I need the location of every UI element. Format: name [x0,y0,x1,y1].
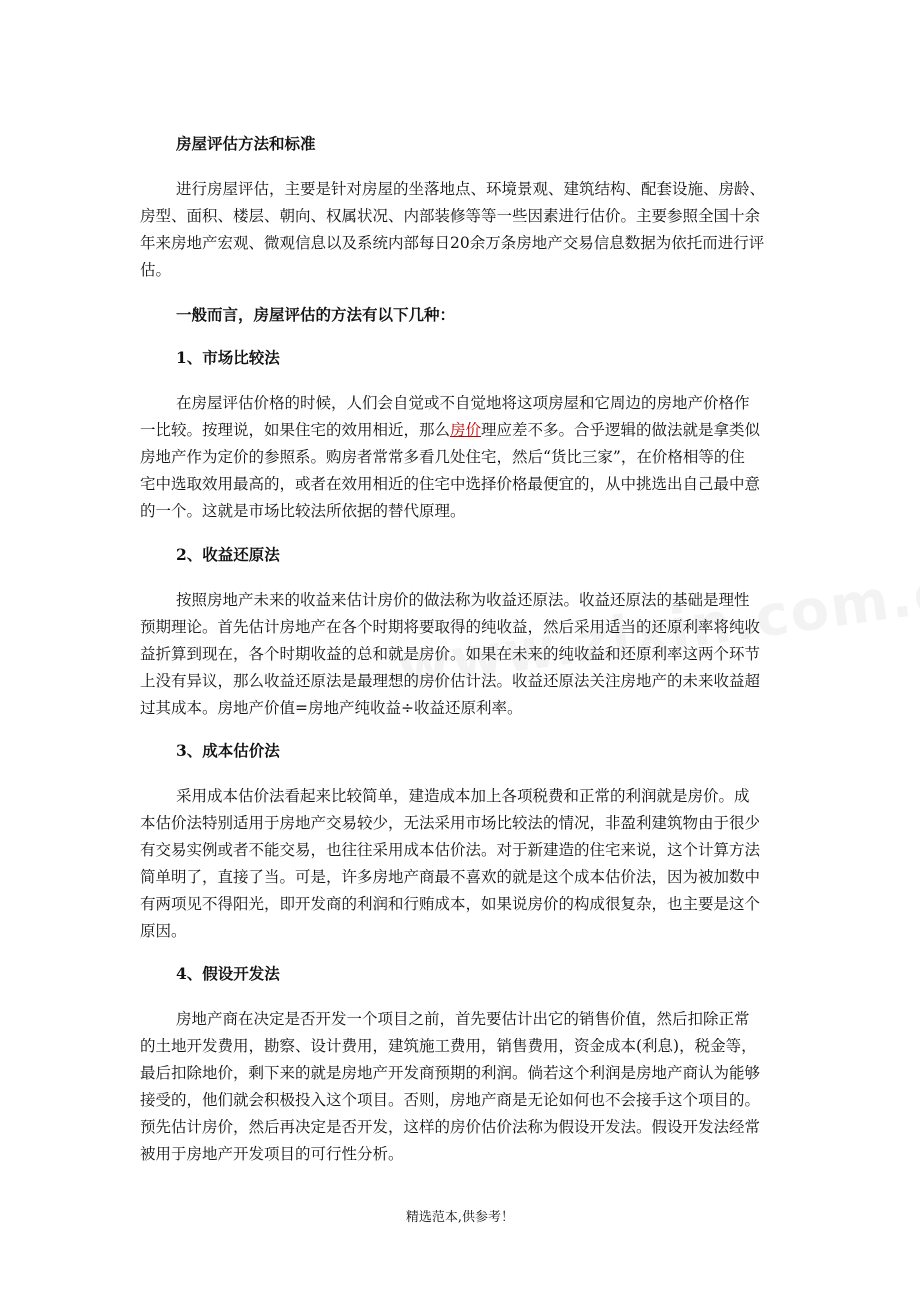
s4-line-1: 房地产商在决定是否开发一个项目之前，首先要估计出它的销售价值，然后扣除正常 [176,1010,750,1028]
s4-line-5: 预先估计房价，然后再决定是否开发，这样的房价估价法称为假设开发法。假设开发法经常 [140,1118,761,1136]
intro-line-4: 估。 [140,261,172,279]
s4-line-3: 最后扣除地价，剩下来的就是房地产开发商预期的利润。倘若这个利润是房地产商认为能够 [140,1064,761,1082]
section-3-heading: 3、成本估价法 [176,741,280,760]
s1-line-1: 在房屋评估价格的时候，人们会自觉或不自觉地将这项房屋和它周边的房地产价格作 [176,394,750,412]
document-title: 房屋评估方法和标准 [176,134,316,153]
s2-line-1: 按照房地产未来的收益来估计房价的做法称为收益还原法。收益还原法的基础是理性 [176,591,750,609]
s1-line-5: 的一个。这就是市场比较法所依据的替代原理。 [140,502,466,520]
s2-line-4: 上没有异议，那么收益还原法是最理想的房价估计法。收益还原法关注房地产的未来收益超 [140,672,761,690]
page-footer: 精选范本,供参考！ [405,1210,515,1225]
s4-line-4: 接受的，他们就会积极投入这个项目。否则，房地产商是无论如何也不会接手这个项目的。 [140,1091,761,1109]
section-4-heading: 4、假设开发法 [176,964,280,983]
intro-line-3: 年来房地产宏观、微观信息以及系统内部每日20余万条房地产交易信息数据为依托而进行评 [140,234,765,252]
s1-line-2 [140,418,760,442]
s4-line-6: 被用于房地产开发项目的可行性分析。 [140,1145,404,1163]
s3-line-1: 采用成本估价法看起来比较简单，建造成本加上各项税费和正常的利润就是房价。成 [176,787,750,805]
s1-line-4: 宅中选取效用最高的，或者在效用相近的住宅中选择价格最便宜的，从中挑选出自己最中意 [140,475,761,493]
s3-line-5: 有两项见不得阳光，即开发商的利润和行贿成本，如果说房价的构成很复杂，也主要是这个 [140,895,761,913]
s1-line-3: 房地产作为定价的参照系。购房者常常多看几处住宅，然后“货比三家”，在价格相等的住 [140,448,745,466]
s1-line-2-pre: 一比较。按理说，如果住宅的效用相近，那么 [140,421,451,439]
intro-line-1: 进行房屋评估，主要是针对房屋的坐落地点、环境景观、建筑结构、配套设施、房龄、 [176,180,766,198]
s3-line-4: 简单明了，直接了当。可是，许多房地产商最不喜欢的就是这个成本估价法，因为被加数中 [140,868,761,886]
section-1-heading: 1、市场比较法 [176,348,280,367]
s4-line-2: 的土地开发费用，勘察、设计费用，建筑施工费用，销售费用，资金成本(利息)，税金等， [140,1037,757,1055]
s3-line-6: 原因。 [140,922,187,940]
house-price-link[interactable]: 房价 [450,421,482,439]
methods-heading: 一般而言，房屋评估的方法有以下几种： [176,305,456,324]
s2-line-2: 预期理论。首先估计房地产在各个时期将要取得的纯收益，然后采用适当的还原利率将纯收 [140,618,761,636]
section-2-heading: 2、收益还原法 [176,545,280,564]
s2-line-5: 过其成本。房地产价值=房地产纯收益÷收益还原利率。 [140,699,523,717]
s3-line-3: 有交易实例或者不能交易，也往往采用成本估价法。对于新建造的住宅来说，这个计算方法 [140,841,761,859]
s3-line-2: 本估价法特别适用于房地产交易较少，无法采用市场比较法的情况，非盈利建筑物由于很少 [140,814,761,832]
s2-line-3: 益折算到现在，各个时期收益的总和就是房价。如果在未来的纯收益和还原利率这两个环节 [140,645,761,663]
intro-line-2: 房型、面积、楼层、朝向、权属状况、内部装修等等一些因素进行估价。主要参照全国十余 [140,207,761,225]
s1-line-2-post: 理应差不多。合乎逻辑的做法就是拿类似 [481,421,761,439]
